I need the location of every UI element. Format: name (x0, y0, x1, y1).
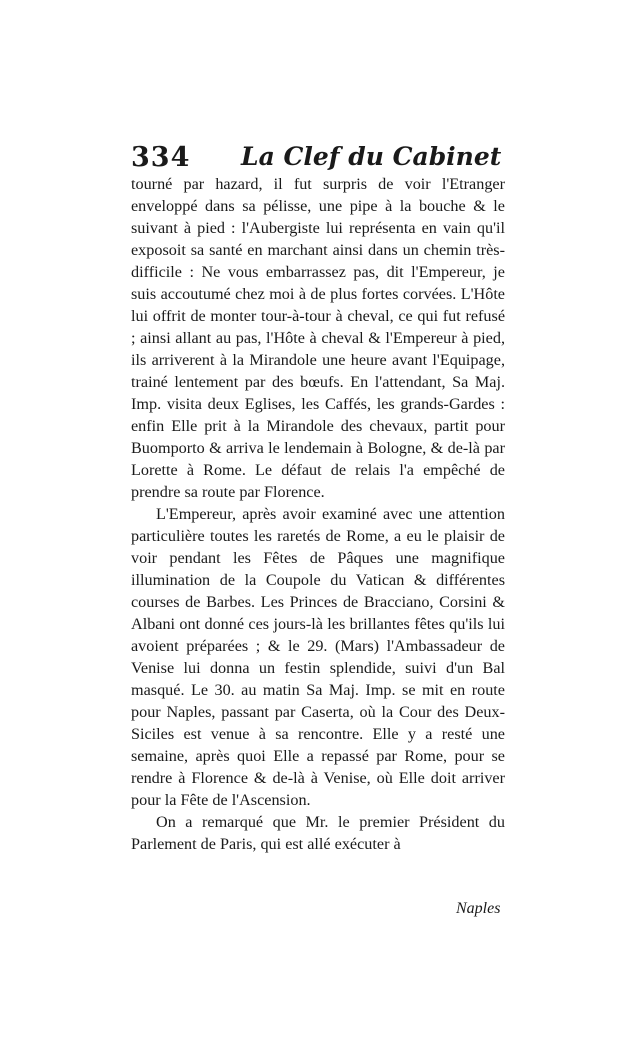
body-text (131, 173, 505, 855)
paragraph-2: L'Empereur, après avoir examiné avec une attention particulière toutes les raretés de Rome, a eu le plaisir de voir pendant les Fêtes de Pâques une magnifique illumination de la Coupole du Vatican & différentes courses de Barbes. Les Princes de Bracciano, Corsini & Albani ont donné ces jours-là les brillantes fêtes qu'ils lui avoient préparées ; & le 29. (Mars) l'Ambassadeur de Venise lui donna un festin splendide, suivi d'un Bal masqué. Le 30. au matin Sa Maj. Imp. se mit en route pour Naples, passant par Caserta, où la Cour des Deux-Siciles est venue à sa rencontre. Elle y a resté une semaine, après quoi Elle a repassé par Rome, pour se rendre à Florence & de-là à Venise, où Elle doit arriver pour la Fête de l'Ascension. (131, 505, 505, 809)
page-header (131, 142, 511, 176)
catchword: Naples (456, 900, 501, 917)
page-number: 334 (131, 142, 191, 173)
running-title: La Clef du Cabinet (241, 142, 502, 171)
paragraph-3: On a remarqué que Mr. le premier Président du Parlement de Paris, qui est allé exécuter à (131, 813, 505, 853)
paragraph-1: tourné par hazard, il fut surpris de voir l'Etranger enveloppé dans sa pélisse, une pipe à la bouche & le suivant à pied : l'Aubergiste lui représenta en vain qu'il exposoit sa santé en marchant ainsi dans un chemin très-difficile : Ne vous embarrassez pas, dit l'Empereur, je suis accoutumé chez moi à de plus fortes corvées. L'Hôte lui offrit de monter tour-à-tour à cheval, ce qui fut refusé ; ainsi allant au pas, l'Hôte à cheval & l'Empereur à pied, ils arriverent à la Mirandole une heure avant l'Equipage, trainé lentement par des bœufs. En l'attendant, Sa Maj. Imp. visita deux Eglises, les Caffés, les grands-Gardes : enfin Elle prit à la Mirandole des chevaux, partit pour Buomporto & arriva le lendemain à Bologne, & de-là par Lorette à Rome. Le défaut de relais l'a empêché de prendre sa route par Florence. (131, 175, 505, 501)
